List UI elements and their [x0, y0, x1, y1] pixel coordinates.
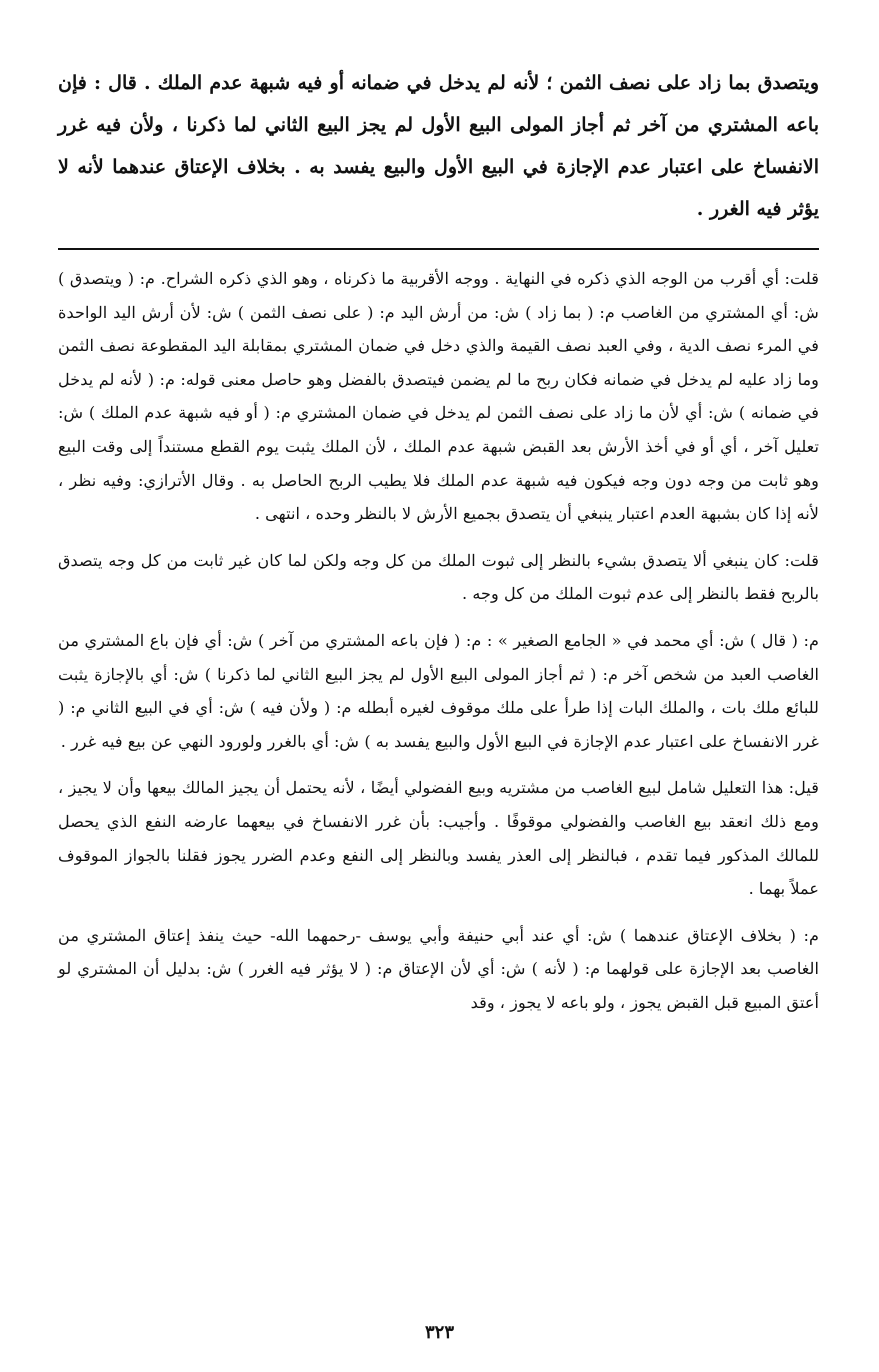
sharh-paragraph: قلت: أي أقرب من الوجه الذي ذكره في النهاية . ووجه الأقربية ما ذكرناه ، وهو الذي ذكره الشراح. م: ( ويتصدق ) ش: أي المشتري من الغاصب م: ( بما زاد ) ش: من أرش اليد م: ( على نصف الثمن ) ش: لأن أرش اليد الواحدة في المرء نصف الدية ، وفي العبد نصف القيمة والذي دخل في ضمان المشتري بمقابلة اليد المقطوعة نصف الثمن وما زاد عليه لم يدخل في ضمانه فكان ربح ما لم يضمن فيتصدق بالفضل وهو حاصل معنى قوله: م: ( لأنه لم يدخل في ضمانه ) ش: أي لأن ما زاد على نصف الثمن لم يدخل في ضمان المشتري م: ( أو فيه شبهة عدم الملك ) ش: تعليل آخر ، أي أو في أخذ الأرش بعد القبض شبهة عدم الملك ، لأن الملك يثبت يوم القطع مستنداً إلى وقت البيع وهو ثابت من وجه دون وجه فيكون فيه شبهة عدم الملك فلا يطيب الربح الحاصل به . وقال الأترازي: وفيه نظر ، لأنه إذا كان بشبهة العدم اعتبار ينبغي أن يتصدق بجميع الأرش لا بالنظر وحده ، انتهى . — [58, 269, 819, 524]
page-number: ٣٢٣ — [424, 1322, 454, 1343]
matn-divider — [58, 248, 819, 250]
page-body — [58, 62, 819, 244]
sharh-paragraph: م: ( بخلاف الإعتاق عندهما ) ش: أي عند أبي حنيفة وأبي يوسف -رحمهما الله- حيث ينفذ إعتاق المشتري من الغاصب بعد الإجازة على قولهما م: ( لأنه ) ش: أي لأن الإعتاق م: ( لا يؤثر فيه الغرر ) ش: بدليل أن المشتري لو أعتق المبيع قبل القبض يجوز ، ولو باعه لا يجوز ، وقد — [58, 925, 819, 1012]
sharh-commentary — [58, 262, 819, 1032]
matn-text: ويتصدق بما زاد على نصف الثمن ؛ لأنه لم يدخل في ضمانه أو فيه شبهة عدم الملك . قال : فإن باعه المشتري من آخر ثم أجاز المولى البيع الأول لم يجز البيع الثاني لما ذكرنا ، ولأن فيه غرر الانفساخ على اعتبار عدم الإجازة في البيع الأول والبيع يفسد به . بخلاف الإعتاق عندهما لأنه لا يؤثر فيه الغرر . — [58, 72, 819, 220]
sharh-paragraph: م: ( قال ) ش: أي محمد في « الجامع الصغير » : م: ( فإن باعه المشتري من آخر ) ش: أي فإن باع المشتري من الغاصب العبد من شخص آخر م: ( ثم أجاز المولى البيع الأول لم يجز البيع الثاني لما ذكرنا ) ش: أي بالإجازة يثبت للبائع ملك بات ، والملك البات إذا طرأ على ملك موقوف لغيره أبطله م: ( ولأن فيه ) ش: أي في البيع الثاني م: ( غرر الانفساخ على اعتبار عدم الإجازة في البيع الأول والبيع يفسد به ) ش: أي بالغرر ولورود النهي عن بيع فيه غرر . — [58, 630, 819, 751]
sharh-paragraph: قلت: كان ينبغي ألا يتصدق بشيء بالنظر إلى ثبوت الملك من كل وجه ولكن لما كان غير ثابت من كل وجه يتصدق بالربح فقط بالنظر إلى عدم ثبوت الملك من كل وجه . — [58, 550, 819, 604]
sharh-paragraph: قيل: هذا التعليل شامل لبيع الغاصب من مشتريه وبيع الفضولي أيضًا ، لأنه يحتمل أن يجيز المالك بيعها وأن لا يجيز ، ومع ذلك انعقد بيع الغاصب والفضولي موقوفًا . وأجيب: بأن غرر الانفساخ في بيعهما عارضه النفع الذي يحصل للمالك المذكور فيما تقدم ، فبالنظر إلى العذر يفسد وبالنظر إلى النفع وعدم الضرر يجوز فقلنا بالجواز الموقوف عملاً بهما . — [58, 778, 819, 899]
